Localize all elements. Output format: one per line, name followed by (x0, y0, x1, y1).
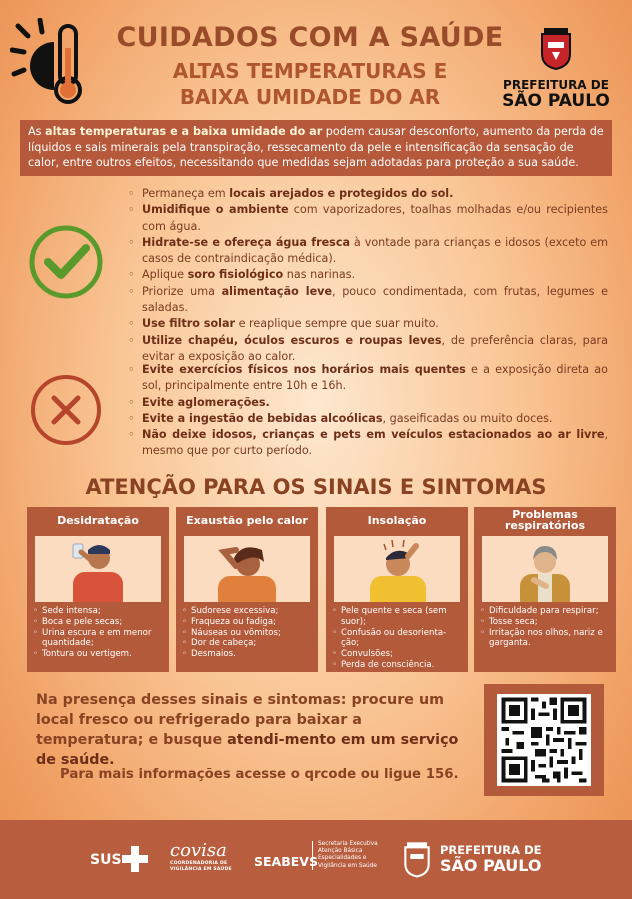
card-list (182, 606, 314, 660)
intro-paragraph (20, 120, 612, 176)
logo-line-2: SÃO PAULO (502, 91, 610, 111)
list-item: ◦ Use filtro solar e reaplique sempre que suar muito. (128, 316, 608, 332)
page-subtitle-1: ALTAS TEMPERATURAS E (172, 59, 448, 83)
final-message-text: Na presença desses sinais e sintomas: procure um local fresco ou refrigerado para baixar a temperatura; e busque (36, 692, 445, 748)
secretaria-line: Especialidades e (318, 855, 367, 862)
secretaria-text (312, 841, 378, 870)
list-item: ◦ Fraqueza ou fadiga; (182, 617, 314, 628)
symptom-card-heatstroke (326, 507, 468, 672)
footer-pref-line-1: PREFEITURA DE (440, 843, 542, 857)
list-item: ◦ Permaneça em locais arejados e protegidos do sol. (128, 186, 608, 202)
final-message-bold: atendi-mento em um serviço de saúde. (36, 732, 459, 768)
covisa-name: covisa (170, 840, 227, 861)
list-item: ◦ Dificuldade para respirar; (480, 606, 612, 617)
sus-cross-icon (122, 846, 148, 872)
list-item: ◦ Evite aglomerações. (128, 395, 608, 411)
dehydration-illustration (35, 536, 161, 602)
list-item: ◦ Convulsões; (332, 649, 464, 660)
page-subtitle-2: BAIXA UMIDADE DO AR (179, 85, 441, 109)
list-item: ◦ Irritação nos olhos, nariz e garganta. (480, 628, 612, 650)
check-icon (26, 222, 106, 302)
footer-pref-line-2: SÃO PAULO (440, 856, 542, 875)
list-item: ◦ Evite a ingestão de bebidas alcoólicas, gaseificadas ou muito doces. (128, 411, 608, 427)
page-title: CUIDADOS COM A SAÚDE (116, 22, 504, 53)
card-title: Problemas respiratórios (504, 508, 586, 532)
respiratory-illustration (482, 536, 608, 602)
list-item: ◦ Sudorese excessiva; (182, 606, 314, 617)
list-item: ◦ Pele quente e seca (sem suor); (332, 606, 464, 628)
covisa-logo (170, 840, 232, 873)
list-item: ◦ Aplique soro fisiológico nas narinas. (128, 267, 608, 283)
heatstroke-illustration (334, 536, 460, 602)
sus-label: SUS (90, 852, 122, 868)
attention-title: ATENÇÃO PARA OS SINAIS E SINTOMAS (85, 475, 547, 499)
list-item: ◦ Urina escura e em menor quantidade; (33, 628, 165, 650)
list-item: ◦ Náuseas ou vômitos; (182, 628, 314, 639)
crest-icon (402, 840, 432, 878)
list-item: ◦ Priorize uma alimentação leve, pouco condimentada, com frutas, legumes e saladas. (128, 284, 608, 317)
card-title: Exaustão pelo calor (186, 513, 308, 527)
list-item: ◦ Dor de cabeça; (182, 638, 314, 649)
seabevs-label: SEABEVS (254, 854, 318, 869)
list-item: ◦ Perda de consciência. (332, 660, 464, 671)
intro-bold: altas temperaturas e a baixa umidade do ar (45, 125, 323, 138)
list-item: ◦ Sede intensa; (33, 606, 165, 617)
card-list (332, 606, 464, 671)
logo-line-1: PREFEITURA DE (503, 78, 609, 92)
list-item: ◦ Hidrate-se e ofereça água fresca à vontade para crianças e idosos (exceto em casos de contraindicação médica). (128, 235, 608, 268)
intro-text-2: podem causar desconforto, aumento da perda de líquidos e sais minerais pela transpiração, ressecamento da pele e intensificação da sensação de calor, entre outros efeitos, necessitando que medidas sejam adotadas para proteção a sua saúde. (28, 125, 604, 169)
list-item: ◦ Tosse seca; (480, 617, 612, 628)
symptom-card-dehydration (27, 507, 169, 672)
secretaria-line: Vigilância em Saúde (318, 862, 377, 869)
x-icon (26, 370, 106, 450)
list-item: ◦ Umidifique o ambiente com vaporizadores, toalhas molhadas e/ou recipientes com água. (128, 202, 608, 235)
secretaria-line: Secretaria Executiva (318, 841, 378, 847)
qr-code-icon[interactable] (497, 694, 591, 786)
card-title: Insolação (367, 513, 427, 527)
card-list (33, 606, 165, 660)
prefeitura-logo (500, 26, 612, 110)
list-item: ◦ Evite exercícios físicos nos horários mais quentes e a exposição direta ao sol, principalmente entre 10h e 16h. (128, 362, 608, 395)
card-title: Desidratação (57, 513, 139, 527)
card-list (480, 606, 612, 649)
list-item: ◦ Tontura ou vertigem. (33, 649, 165, 660)
more-info: Para mais informações acesse o qrcode ou ligue 156. (60, 767, 459, 782)
list-item: ◦ Boca e pele secas; (33, 617, 165, 628)
title-block (100, 22, 520, 110)
footer (0, 820, 632, 899)
list-item: ◦ Utilize chapéu, óculos escuros e roupas leves, de preferência claras, para evitar a exposição ao calor. (128, 333, 608, 366)
intro-text-1: As (28, 125, 46, 138)
heat-exhaustion-illustration (184, 536, 310, 602)
footer-prefeitura-logo (402, 840, 541, 878)
symptom-card-heat-exhaustion (176, 507, 318, 672)
list-item: ◦ Não deixe idosos, crianças e pets em veículos estacionados ao ar livre, mesmo que por curto período. (128, 427, 608, 460)
do-list (128, 186, 608, 365)
final-message (36, 690, 466, 770)
covisa-sub-1: COORDENADORIA DE (170, 861, 228, 866)
covisa-sub-2: VIGILÂNCIA EM SAÚDE (170, 867, 232, 872)
secretaria-line: Atenção Básica (318, 848, 363, 855)
sun-thermometer-icon (10, 18, 100, 108)
list-item: ◦ Confusão ou desorienta-ção; (332, 628, 464, 650)
dont-list (128, 362, 608, 460)
crest-icon (538, 26, 574, 70)
symptom-card-respiratory (474, 507, 616, 672)
list-item: ◦ Desmaios. (182, 649, 314, 660)
qr-code-box[interactable] (484, 684, 604, 796)
